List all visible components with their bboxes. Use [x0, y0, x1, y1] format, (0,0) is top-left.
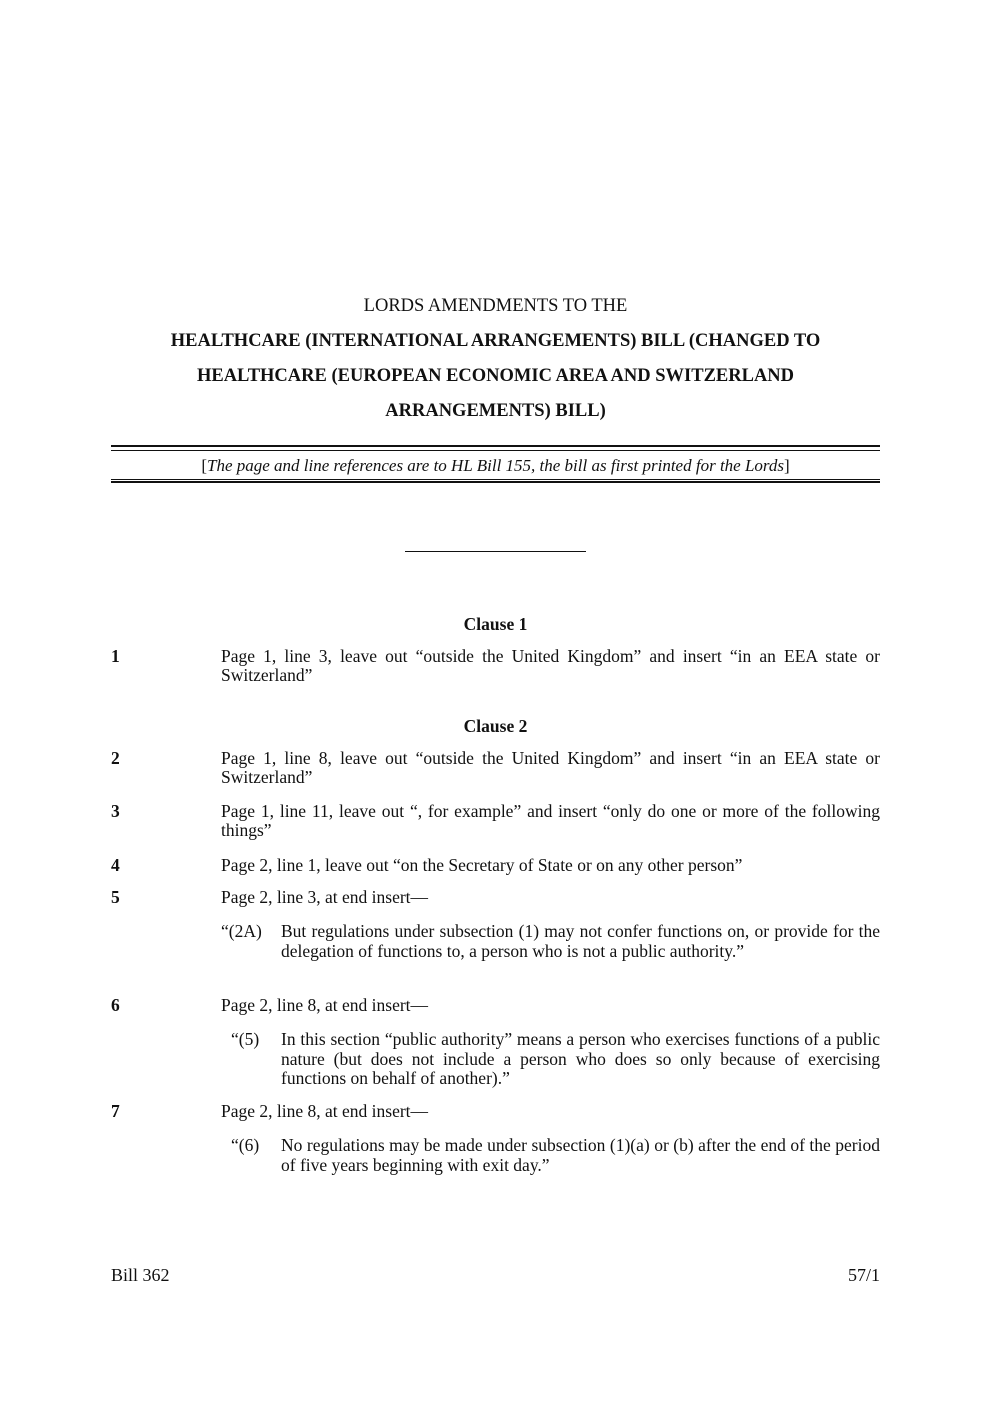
separator-rule	[405, 551, 586, 552]
bill-title-line: HEALTHCARE (INTERNATIONAL ARRANGEMENTS) BILL (CHANGED TO	[170, 331, 821, 351]
footer-reference: 57/1	[847, 1265, 880, 1285]
amendment-number: 3	[111, 801, 120, 821]
amendment-number: 5	[111, 887, 120, 907]
bill-title-line: HEALTHCARE (EUROPEAN ECONOMIC AREA AND SWITZERLAND	[196, 366, 795, 386]
amendment-text: Page 2, line 1, leave out “on the Secretary of State or on any other person”	[221, 855, 743, 875]
amendment-number: 4	[111, 855, 120, 875]
amendment-text: Page 2, line 3, at end insert—	[221, 887, 429, 907]
footer-bill-number: Bill 362	[111, 1265, 170, 1285]
amendment-number: 6	[111, 995, 120, 1015]
subsection-label: “(2A)	[221, 921, 262, 941]
amendment-number: 2	[111, 748, 120, 768]
amendment-text: Page 1, line 8, leave out “outside the United Kingdom” and insert “in an EEA state or Switzerland”	[221, 748, 880, 787]
double-rule-thin	[111, 450, 880, 451]
double-rule-thick	[111, 481, 880, 483]
amendment-text: Page 1, line 3, leave out “outside the United Kingdom” and insert “in an EEA state or Switzerland”	[221, 646, 880, 685]
amendment-text: Page 2, line 8, at end insert—	[221, 995, 429, 1015]
amendment-text: Page 2, line 8, at end insert—	[221, 1101, 429, 1121]
amendment-number: 7	[111, 1101, 120, 1121]
subsection-label: “(6)	[231, 1135, 260, 1155]
bracket: [	[201, 456, 207, 475]
amendment-text: Page 1, line 11, leave out “, for example” and insert “only do one or more of the following things”	[221, 801, 880, 840]
reference-note-text: The page and line references are to HL Bill 155, the bill as first printed for the Lords	[206, 456, 785, 475]
subsection-label: “(5)	[231, 1029, 260, 1049]
subsection-text: In this section “public authority” means a person who exercises functions of a public nature (but does not include a person who does so only because of exercising functions on behalf of another).”	[281, 1029, 880, 1088]
header-line: LORDS AMENDMENTS TO THE	[363, 296, 628, 316]
bracket: ]	[784, 456, 790, 475]
reference-note	[111, 456, 880, 476]
bill-title-line: ARRANGEMENTS) BILL)	[385, 401, 606, 421]
double-rule-thin	[111, 479, 880, 480]
subsection-text: But regulations under subsection (1) may not confer functions on, or provide for the delegation of functions to, a person who is not a public authority.”	[281, 921, 880, 961]
clause-heading: Clause 2	[463, 716, 528, 736]
amendment-number: 1	[111, 646, 120, 666]
clause-heading: Clause 1	[463, 614, 528, 634]
subsection-text: No regulations may be made under subsection (1)(a) or (b) after the end of the period of five years beginning with exit day.”	[281, 1135, 880, 1175]
double-rule-thick	[111, 445, 880, 447]
